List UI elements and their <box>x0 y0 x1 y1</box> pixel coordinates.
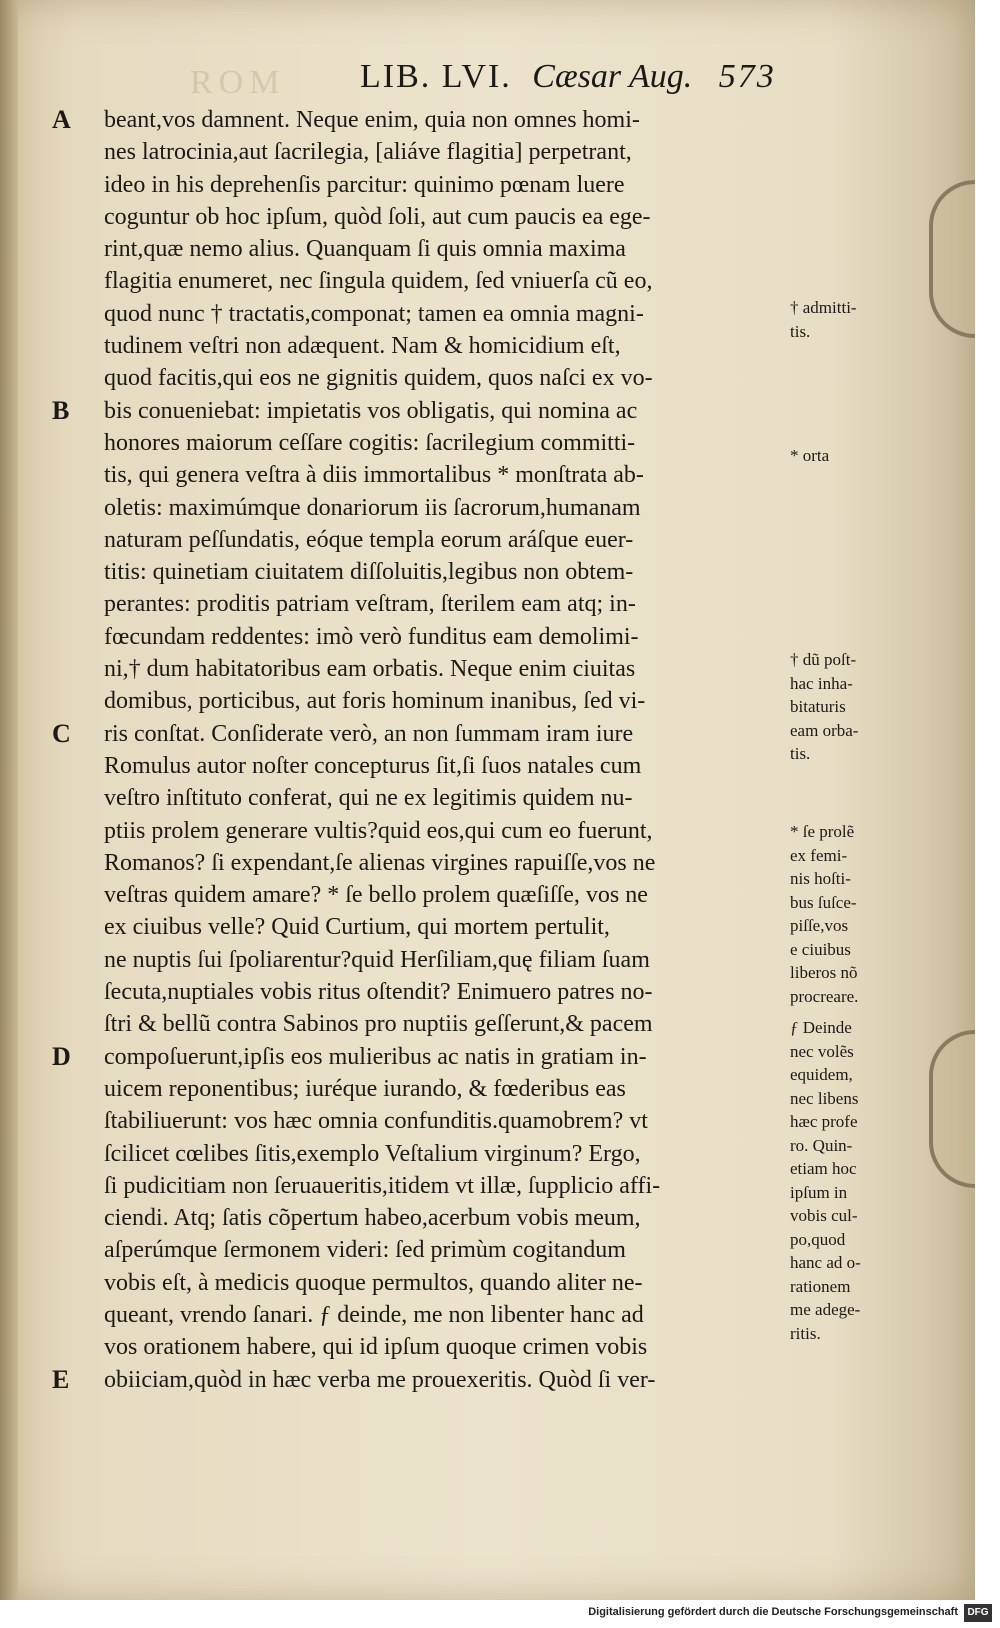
line-text: tis, qui genera veſtra à diis immortalibus * monſtrata ab- <box>104 462 644 489</box>
running-header <box>360 58 776 96</box>
text-line <box>80 1234 790 1266</box>
line-text: bis conueniebat: impietatis vos obligatis, qui nomina ac <box>104 397 638 424</box>
text-line <box>80 782 790 814</box>
text-line <box>80 815 790 847</box>
section-letter: B <box>52 395 70 425</box>
text-line <box>80 976 790 1008</box>
marginal-note: * ſe prolẽ ex femi- nis hoſti- bus ſuſce- piſſe,vos e ciuibus liberos nõ procreare. <box>790 822 859 1006</box>
line-text: queant, vrendo ſanari. ƒ deinde, me non libenter hanc ad <box>104 1301 644 1328</box>
line-text: ne nuptis ſui ſpoliarentur?quid Herſiliam,quę filiam ſuam <box>104 946 650 973</box>
text-line <box>80 492 790 524</box>
line-text: ſi pudicitiam non ſeruaueritis,itidem vt illæ, ſupplicio affi- <box>104 1172 661 1199</box>
dfg-logo: DFG <box>964 1604 992 1622</box>
marginal-note: † admitti- tis. <box>790 298 857 341</box>
text-line <box>52 395 790 427</box>
line-text: Romanos? ſi expendant,ſe alienas virgines rapuiſſe,vos ne <box>104 849 656 876</box>
line-text: vos orationem habere, qui id ipſum quoque crimen vobis <box>104 1334 648 1361</box>
text-line <box>52 1364 790 1396</box>
line-text: fœcundam reddentes: imò verò funditus eam demolimi- <box>104 623 639 650</box>
line-text: ex ciuibus velle? Quid Curtium, qui mortem pertulit, <box>104 914 610 941</box>
body-text <box>52 104 790 1396</box>
text-line <box>80 362 790 394</box>
page-clip <box>929 180 975 338</box>
line-text: ris conſtat. Conſiderate verò, an non ſummam iram iure <box>104 720 634 747</box>
text-line <box>52 1041 790 1073</box>
line-text: veſtras quidem amare? * ſe bello prolem quæſiſſe, vos ne <box>104 882 648 909</box>
line-text: beant,vos damnent. Neque enim, quia non omnes homi- <box>104 107 640 133</box>
text-line <box>80 1331 790 1363</box>
section-letter: D <box>52 1041 71 1071</box>
line-text: nes latrocinia,aut ſacrilegia, [aliáve flagitia] perpetrant, <box>104 139 632 166</box>
book-number: LIB. LVI. <box>360 58 512 95</box>
text-line <box>80 1008 790 1040</box>
page-clip-lower <box>929 1030 975 1188</box>
line-text: coguntur ob hoc ipſum, quòd ſoli, aut cum paucis ea ege- <box>104 203 651 230</box>
marginal-note: ƒ Deinde nec volẽs equidem, nec libens hæc profe ro. Quin- etiam hoc ipſum in vobis cul- po,quod hanc ad o- rationem me adege- ritis. <box>790 1018 861 1343</box>
binding-edge <box>0 0 18 1600</box>
bleed-through-heading: ROM <box>190 64 286 101</box>
text-line <box>80 1170 790 1202</box>
line-text: ptiis prolem generare vultis?quid eos,qui cum eo fuerunt, <box>104 817 653 844</box>
marginal-note: * orta <box>790 446 830 465</box>
line-text: obiiciam,quòd in hæc verba me prouexeritis. Quòd ſi ver- <box>104 1366 656 1393</box>
text-line <box>80 169 790 201</box>
line-text: tudinem veſtri non adæquent. Nam & homicidium eſt, <box>104 333 621 360</box>
page-number: 573 <box>718 58 776 95</box>
text-line <box>80 524 790 556</box>
text-line <box>80 1202 790 1234</box>
line-text: honores maiorum ceſſare cogitis: ſacrilegium committi- <box>104 429 636 456</box>
text-line <box>80 201 790 233</box>
text-line <box>80 136 790 168</box>
line-text: quod facitis,qui eos ne gignitis quidem, quos naſci ex vo- <box>104 365 653 392</box>
text-line <box>80 879 790 911</box>
text-line <box>80 847 790 879</box>
line-text: oletis: maximúmque donariorum iis ſacrorum,humanam <box>104 494 641 521</box>
line-text: ſtri & bellũ contra Sabinos pro nuptiis geſſerunt,& pacem <box>104 1011 653 1038</box>
text-line <box>80 427 790 459</box>
text-line <box>80 685 790 717</box>
line-text: domibus, porticibus, aut foris hominum inanibus, ſed vi- <box>104 688 646 715</box>
line-text: uicem reponentibus; iuréque iurando, & fœderibus eas <box>104 1075 626 1102</box>
section-letter: C <box>52 718 71 748</box>
section-letter: A <box>52 105 71 134</box>
text-line <box>80 750 790 782</box>
text-line <box>80 1105 790 1137</box>
funding-credit: Digitalisierung gefördert durch die Deutsche Forschungsgemeinschaft <box>588 1606 958 1618</box>
marginal-note: † dũ poſt- hac inha- bitaturis eam orba- tis. <box>790 650 859 763</box>
line-text: ideo in his deprehenſis parcitur: quinimo pœnam luere <box>104 171 625 198</box>
line-text: ſecuta,nuptiales vobis ritus oſtendit? Enimuero patres no- <box>104 979 653 1006</box>
line-text: veſtro inſtituto conferat, qui ne ex legitimis quidem nu- <box>104 785 633 812</box>
text-line <box>52 104 790 136</box>
text-line <box>80 911 790 943</box>
line-text: compoſuerunt,ipſis eos mulieribus ac natis in gratiam in- <box>104 1043 647 1070</box>
line-text: quod nunc † tractatis,componat; tamen ea omnia magni- <box>104 300 644 327</box>
line-text: naturam peſſundatis, eóque templa eorum aráſque euer- <box>104 526 634 553</box>
text-line <box>80 588 790 620</box>
text-line <box>80 621 790 653</box>
line-text: rint,quæ nemo alius. Quanquam ſi quis omnia maxima <box>104 236 626 263</box>
text-line <box>80 1138 790 1170</box>
running-title: Cæsar Aug. <box>532 58 693 95</box>
section-letter: E <box>52 1364 70 1394</box>
text-line <box>80 330 790 362</box>
line-text: ſtabiliuerunt: vos hæc omnia confunditis.quamobrem? vt <box>104 1108 648 1135</box>
text-line <box>80 944 790 976</box>
line-text: ni,† dum habitatoribus eam orbatis. Neque enim ciuitas <box>104 656 636 683</box>
line-text: titis: quinetiam ciuitatem diſſoluitis,legibus non obtem- <box>104 559 634 586</box>
text-line <box>80 556 790 588</box>
text-line <box>80 653 790 685</box>
line-text: perantes: proditis patriam veſtram, ſterilem eam atq; in- <box>104 591 636 618</box>
line-text: aſperúmque ſermonem videri: ſed primùm cogitandum <box>104 1237 626 1264</box>
line-text: vobis eſt, à medicis quoque permultos, quando aliter ne- <box>104 1269 643 1296</box>
text-line <box>80 459 790 491</box>
line-text: Romulus autor noſter concepturus ſit,ſi ſuos natales cum <box>104 752 642 779</box>
footer-bar <box>0 1600 1000 1628</box>
text-line <box>52 718 790 750</box>
text-line <box>80 265 790 297</box>
text-line <box>80 1299 790 1331</box>
text-line <box>80 298 790 330</box>
text-line <box>80 1073 790 1105</box>
line-text: ſcilicet cœlibes ſitis,exemplo Veſtalium virginum? Ergo, <box>104 1140 641 1167</box>
text-line <box>80 233 790 265</box>
line-text: ciendi. Atq; ſatis cõpertum habeo,acerbum vobis meum, <box>104 1205 641 1232</box>
text-line <box>80 1267 790 1299</box>
line-text: flagitia enumeret, nec ſingula quidem, ſed vniuerſa cũ eo, <box>104 268 653 295</box>
